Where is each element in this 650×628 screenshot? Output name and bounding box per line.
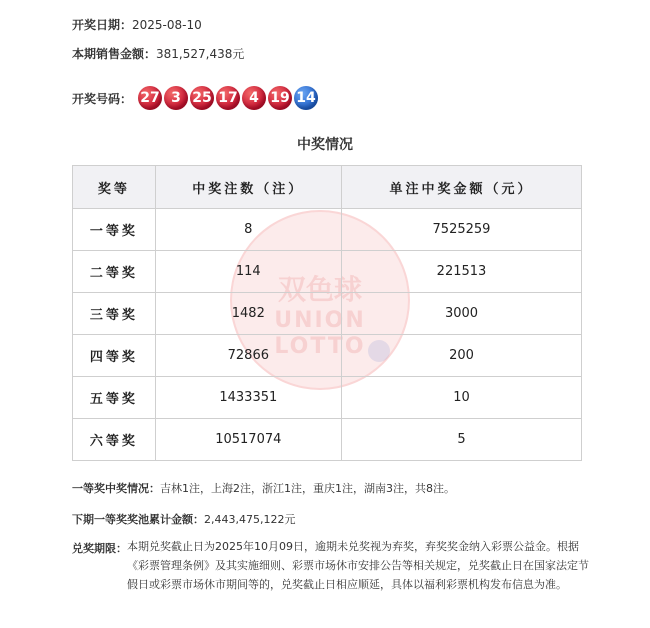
table-row [73,377,582,419]
sales-value: 381,527,438元 [156,47,245,61]
table-row [73,419,582,461]
count-cell: 72866 [155,335,341,377]
watermark-line-2: UNION [274,308,366,333]
count-cell: 114 [155,251,341,293]
header-amount: 单注中奖金额（元） [341,166,581,209]
blue-ball: 14 [294,86,318,110]
section-title: 中奖情况 [297,137,353,153]
red-ball: 3 [164,86,188,110]
winning-numbers-label: 开奖号码： [72,91,133,106]
first-prize-label: 一等奖中奖情况： [72,482,160,495]
draw-date-label: 开奖日期： [72,18,133,32]
first-prize-details [72,480,455,496]
tier-cell: 六等奖 [73,419,156,461]
red-ball: 19 [268,86,292,110]
watermark-line-3: LOTTO [274,334,366,359]
pool-value: 2,443,475,122元 [204,513,296,526]
count-cell: 1433351 [155,377,341,419]
count-cell: 1482 [155,293,341,335]
amount-cell: 5 [341,419,581,461]
header-count: 中奖注数（注） [155,166,341,209]
sales-amount [72,45,244,62]
red-ball: 25 [190,86,214,110]
winning-numbers [72,86,320,110]
amount-cell: 221513 [341,251,581,293]
red-ball: 4 [242,86,266,110]
table-row [73,335,582,377]
table-row [73,293,582,335]
claim-value: 本期兑奖截止日为2025年10月09日，逾期未兑奖视为弃奖，弃奖奖金纳入彩票公益金。根据《彩票管理条例》及其实施细则、彩票市场休市安排公告等相关规定，兑奖截止日在国家法定节假日或彩票市场休市期间等的，兑奖截止日相应顺延，具体以福利彩票机构发布信息为准。 [127,540,589,591]
claim-deadline [72,540,592,594]
draw-date [72,16,202,33]
table-header-row [73,166,582,209]
sales-label: 本期销售金额： [72,47,157,61]
tier-cell: 三等奖 [73,293,156,335]
prize-table [72,165,582,461]
watermark-line-1: 双色球 [277,273,362,306]
jackpot-pool [72,511,295,527]
table-row [73,251,582,293]
red-ball: 17 [216,86,240,110]
pool-label: 下期一等奖奖池累计金额： [72,513,204,526]
amount-cell: 3000 [341,293,581,335]
tier-cell: 五等奖 [73,377,156,419]
first-prize-value: 吉林1注，上海2注，浙江1注，重庆1注，湖南3注，共8注。 [160,482,455,495]
amount-cell: 10 [341,377,581,419]
tier-cell: 一等奖 [73,209,156,251]
amount-cell: 200 [341,335,581,377]
red-ball: 27 [138,86,162,110]
tier-cell: 二等奖 [73,251,156,293]
count-cell: 8 [155,209,341,251]
table-row [73,209,582,251]
header-tier: 奖等 [73,166,156,209]
count-cell: 10517074 [155,419,341,461]
draw-date-value: 2025-08-10 [132,18,202,32]
tier-cell: 四等奖 [73,335,156,377]
amount-cell: 7525259 [341,209,581,251]
claim-label: 兑奖期限： [72,542,127,555]
